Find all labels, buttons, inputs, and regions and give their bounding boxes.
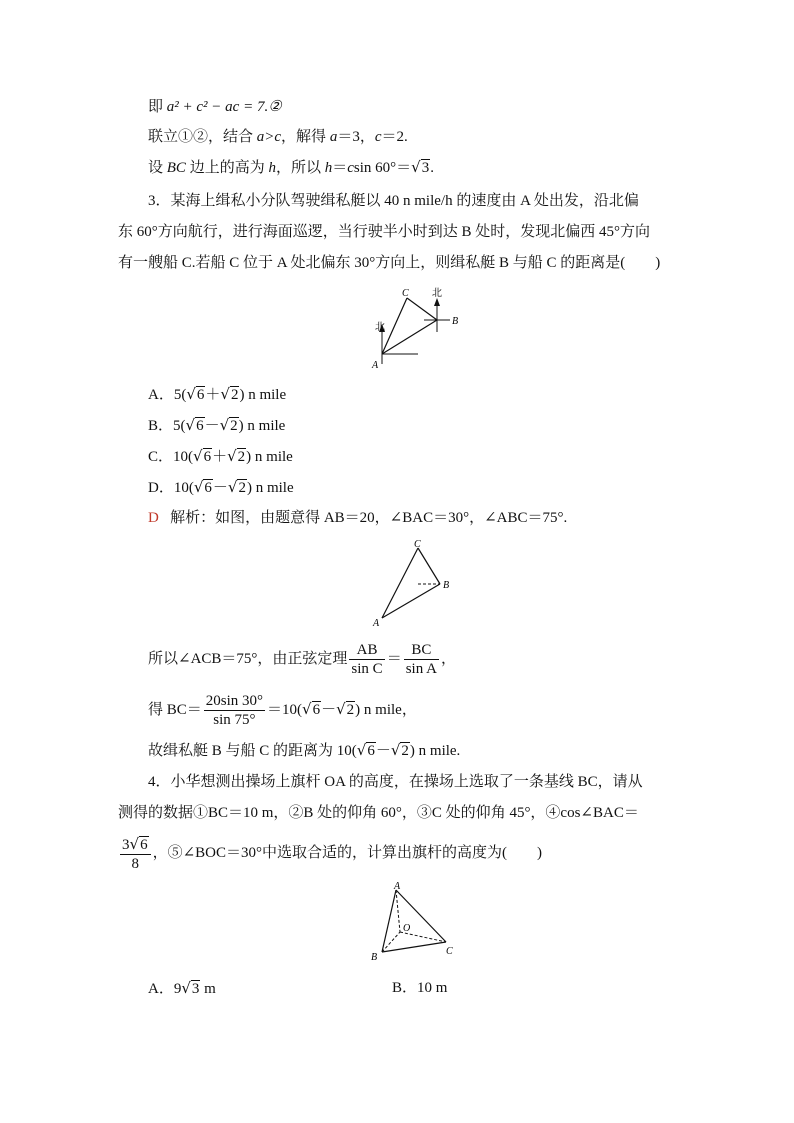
fig1-side-bc <box>407 298 437 320</box>
q3-line-2: 东 60°方向航行，进行海面巡逻，当行驶半小时到达 B 处时，发现北偏西 45°方向 <box>118 224 651 240</box>
q4-line-2: 测得的数据①BC＝10 m，②B 处的仰角 60°，③C 处的仰角 45°，④cos∠BAC＝ <box>118 805 639 821</box>
fig3-side-ac <box>396 890 446 942</box>
text-line-1: 即 a² + c² − ac = 7.② <box>148 99 282 115</box>
q3-solution-2: 得 BC＝ $\frac{20\sin 30^\circ}{\sin 75^\circ}$ ＝10(√6－√2) n mile， <box>148 693 417 729</box>
q3-option-c[interactable]: C．10(√6＋√2) n mile <box>148 447 293 465</box>
text-line-2: 联立①②，结合 a>c，解得 a＝3，c＝2. <box>148 129 408 145</box>
fig3-pole-oa <box>396 890 400 932</box>
fig1-label-a: A <box>372 360 379 371</box>
fig3-label-c: C <box>446 946 453 957</box>
q3-answer: D <box>148 510 159 526</box>
fig3-side-bc <box>382 942 446 952</box>
fig1-north-b: 北 <box>432 288 442 299</box>
fig1-north-a: 北 <box>375 322 385 333</box>
q3-option-d[interactable]: D．10(√6－√2) n mile <box>148 478 294 496</box>
fig1-label-b: B <box>452 316 459 327</box>
text-line-3: 设 BC 边上的高为 h，所以 h＝csin 60°＝√3. <box>148 158 434 176</box>
fig2-side-bc <box>418 548 440 584</box>
q3-figure-bearing <box>362 284 472 374</box>
q4-line-3: $\frac{3√6}{8}$ ，⑤∠BOC＝30°中选取合适的，计算出旗杆的高度为( ) <box>122 834 542 872</box>
fig2-label-c: C <box>414 539 421 550</box>
fig1-label-c: C <box>402 288 409 299</box>
q4-line-1: 4．小华想测出操场上旗杆 OA 的高度，在操场上选取了一条基线 BC，请从 <box>148 774 643 790</box>
q3-line-1: 3．某海上缉私小分队驾驶缉私艇以 40 n mile/h 的速度由 A 处出发，沿北偏 <box>148 193 639 209</box>
q3-line-3: 有一艘船 C.若船 C 位于 A 处北偏东 30°方向上，则缉私艇 B 与船 C 的距离是( ) <box>118 255 661 271</box>
fig3-label-b: B <box>371 952 378 963</box>
fig3-label-o: O <box>403 923 411 934</box>
q3-figure-triangle <box>368 538 458 628</box>
fig2-label-a: A <box>373 618 380 628</box>
fig1-side-ab <box>382 320 437 354</box>
q3-option-a[interactable]: A．5(√6＋√2) n mile <box>148 385 287 403</box>
q3-option-b[interactable]: B．5(√6－√2) n mile <box>148 416 286 434</box>
fig2-label-b: B <box>443 580 450 591</box>
q3-solution-3: 故缉私艇 B 与船 C 的距离为 10(√6－√2) n mile. <box>148 741 461 759</box>
fig3-side-ab <box>382 890 396 952</box>
fig3-label-a: A <box>394 882 401 892</box>
q4-option-b[interactable]: B．10 m <box>392 980 448 996</box>
q4-figure-flagpole <box>366 882 466 964</box>
q3-solution-1: 所以∠ACB＝75°，由正弦定理 $\frac{AB}{\text{sin C}}$ ＝ $\frac{BC}{\text{sin A}}$ ， <box>148 642 456 678</box>
q4-option-a[interactable]: A．9√3 m <box>148 979 216 997</box>
q3-analysis: D 解析：如图，由题意得 AB＝20，∠BAC＝30°，∠ABC＝75°. <box>148 510 568 526</box>
